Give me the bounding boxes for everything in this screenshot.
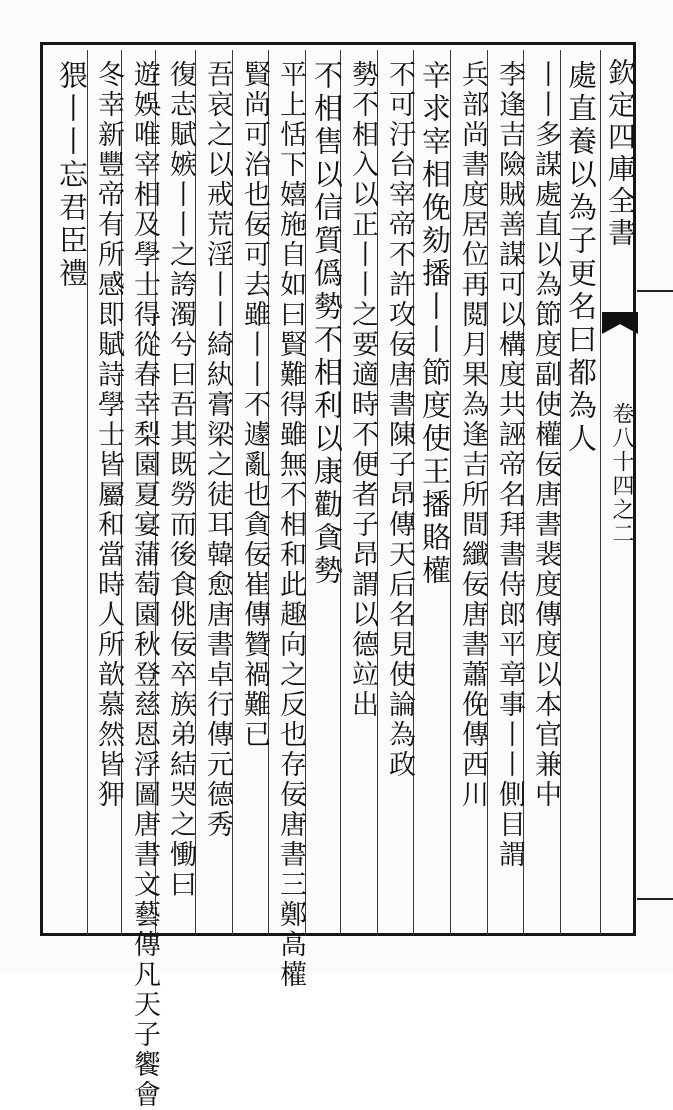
column-text: 平上恬下嬉施自如曰賢難得雖無不相和此趣向之反也存佞唐書三鄭高權 (275, 60, 306, 990)
column-text: 復志賦嫉丨丨之誇濁兮曰吾其既勞而後食佻佞卒族弟結哭之慟曰 (165, 60, 196, 900)
column-text: 冬幸新豐帝有所感即賦詩學士皆屬和當時人所歆慕然皆狎 (93, 60, 124, 810)
text-column-6 (379, 60, 419, 780)
text-column-4 (452, 60, 492, 810)
column-text: 兵部尚書度居位再閲月果為逢吉所間纖佞唐書蕭俛傳西川 (457, 60, 488, 810)
column-text: 遊娛唯宰相及學士得從春幸梨園夏宴蒲萄園秋登慈恩浮圖唐書文藝傳凡天子饗會 (129, 60, 160, 1110)
text-column-7 (342, 60, 382, 720)
text-column-9 (270, 60, 310, 990)
text-column-12 (160, 60, 200, 900)
column-text: 處直養以為子更名曰都為人 (564, 60, 598, 456)
column-text: 賢尚可治也佞可去雖丨丨不遽亂也貪佞崔傳贊禍難已 (239, 60, 270, 750)
text-column-13 (124, 60, 164, 1110)
edge-rule (637, 290, 673, 292)
column-text: 辛求宰相俛劾播丨丨節度使王播賂權 (418, 60, 452, 588)
edge-rule (637, 898, 673, 900)
column-text: 勢不相入以正丨丨之要適時不便者子昂謂以德竝出 (347, 60, 378, 720)
column-text: 不相售以信質僞勢不相利以康勸貪勢 (310, 60, 344, 588)
column-text: 李逢吉險賊善謀可以構度共誣帝名拜書侍郎平章事丨丨側目謂 (494, 60, 525, 870)
text-column-5 (415, 60, 455, 588)
text-column-11 (197, 60, 237, 840)
text-column-2 (525, 60, 565, 810)
column-text: 不可汙台宰帝不許攻佞唐書陳子昂傳天后名見使論為政 (384, 60, 415, 780)
text-column-3 (489, 60, 529, 870)
text-column-15 (52, 60, 92, 291)
text-column-14 (88, 60, 128, 810)
volume-label: 卷八十四之二 (609, 402, 634, 546)
text-column-10 (234, 60, 274, 750)
column-text: 猥丨丨忘君臣禮 (55, 60, 89, 291)
column-text: 丨丨多謀處直以為節度副使權佞唐書裴度傳度以本官兼中 (530, 60, 561, 810)
text-column-8 (307, 60, 347, 588)
text-column-1 (561, 60, 601, 456)
book-title: 欽定四庫全書 (604, 58, 637, 250)
column-text: 吾哀之以戒荒淫丨丨綺紈膏梁之徒耳韓愈唐書卓行傳元德秀 (202, 60, 233, 840)
